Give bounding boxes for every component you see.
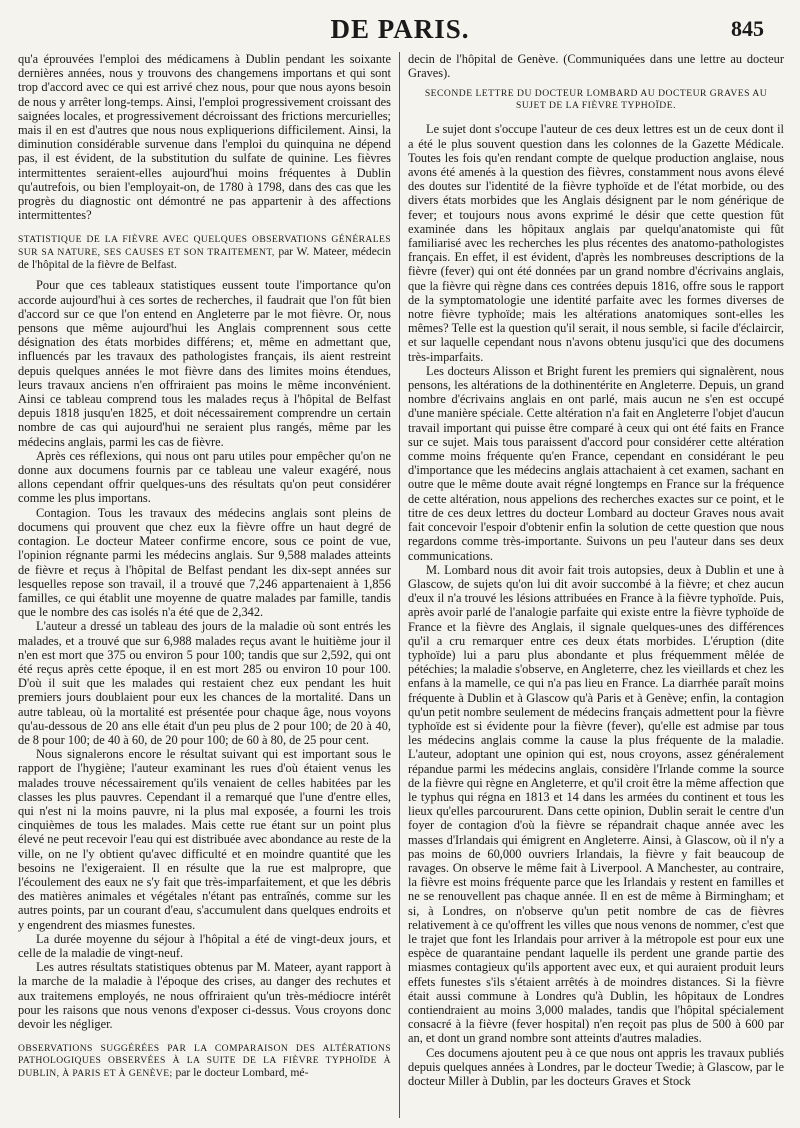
paragraph: La durée moyenne du séjour à l'hôpital a été de vingt-deux jours, et celle de la maladie de vingt-neuf.	[18, 931, 391, 960]
paragraph: Les docteurs Alisson et Bright furent les premiers qui signalèrent, nous pensons, les altérations de la dothinentérite en Angleterre. Depuis, un grand nombre d'écrivains anglais en ont parlé, mais aucun ne s'en est occupé d'une manière spéciale. Cette altération n'a fait en Angleterre l'objet d'aucun travail important qui puisse être comparé à ceux qui ont été faits en France sur ce sujet. Mais tous paraissent d'accord pour considérer cette altération comme moins fréquente qu'en France, cependant en considérant le peu d'importance que les médecins anglais attachaient à cet examen, sachant en outre que le même doute avait régné longtemps en France sur la fréquence de cette altération, nous appelions des recherches exactes sur ce point, et le titre de ces deux lettres du docteur Lombard au docteur Graves nous avait fait concevoir l'espoir d'obtenir enfin la solution de cette question que nous regardons comme très-importante. Suivons un peu l'auteur dans ses deux communications.	[408, 363, 784, 563]
paragraph: qu'a éprouvées l'emploi des médicamens à Dublin pendant les soixante dernières années, nous y trouvons des changemens importans et qui sont trop d'accord avec ce qui est arrivé chez nous, pour que nous ayons besoin de nous y arrêter long-temps. Ainsi, l'emploi progressivement croissant des saignées locales, et progressivement décroissant des frictions mercurielles; mais il en est d'autres que nous nous expliquerions difficilement. Ainsi, la diminution considérable survenue dans l'emploi du quinquina ne dépend pas, il est évident, de la substitution du sulfate de quinine. Les fièvres intermittentes seraient-elles aujourd'hui moins fréquentes à Dublin qu'autrefois, ou bien l'employait-on, de 1780 à 1798, dans des cas que les progrès du diagnostic ont démontré ne pas appartenir à des affections intermittentes?	[18, 52, 391, 223]
section-heading-byline: par le docteur Lombard, mé-	[172, 1066, 309, 1080]
paragraph: Ces documens ajoutent peu à ce que nous ont appris les travaux publiés depuis quelques années à Londres, par le docteur Twedie; à Glascow, par le docteur Miller à Dublin, par les docteurs Graves et Stock	[408, 1045, 784, 1089]
section-heading-byline: par W. Mateer, médecin de l'hôpital de la fièvre de Belfast.	[18, 245, 391, 272]
section-heading-observations	[18, 1043, 391, 1080]
section-heading-statistique	[18, 234, 391, 272]
section-heading-title: STATISTIQUE DE LA FIÈVRE AVEC QUELQUES OBSERVATIONS GÉNÉRALES SUR SA NATURE, SES CAUSES ET SON TRAITEMENT,	[18, 234, 391, 259]
paragraph: Les autres résultats statistiques obtenus par M. Mateer, ayant rapport à la marche de la maladie à l'époque des crises, au danger des rechutes et aux traitemens employés, ne nous offriraient qu'un très-médiocre intérêt pour les raisons que nous venons d'exposer ci-dessus. Vous croyons donc devoir les négliger.	[18, 960, 391, 1031]
left-column	[18, 52, 391, 1122]
page-number: 845	[731, 16, 764, 41]
paragraph: Nous signalerons encore le résultat suivant qui est important sous le rapport de l'hygiène; l'auteur examinant les rues d'où étaient venus les malades trouve nécessairement qu'ils venaient de celles habitées par les classes les plus pauvres. Cependant il a remarqué que l'une d'entre elles, qui n'est ni la moins pauvre, ni la plus mal exposée, a fourni les trois cinquièmes de tous les malades. Mais cette rue étant sur un point plus élevé ne peut recevoir l'eau qui est distribuée avec abondance au reste de la ville, on ne l'y obtient qu'avec difficulté et en moindre quantité que les besoins ne l'exigeraient. Il en résulte que la rue est malpropre, que l'écoulement des eaux ne s'y fait que très-imparfaitement, et que les débris des matières animales et végétales n'étant pas entraînés, comme sur les autres points, par un courant d'eau, s'accumulent dans quelques endroits et y engendrent des miasmes funestes.	[18, 747, 391, 932]
paragraph: L'auteur a dressé un tableau des jours de la maladie où sont entrés les malades, et a trouvé que sur 6,988 malades reçus avant le huitième jour il n'en est mort que 375 ou environ 5 pour 100; tandis que sur 2,592, qui ont été reçus après cette époque, il en est mort 285 ou environ 10 pour 100. D'où il suit que les malades qui restaient chez eux pendant les huit premiers jours doublaient pour eux les chances de la mortalité. Dans un autre tableau, où la mortalité est présentée pour chaque âge, nous voyons qu'au-dessous de 20 ans elle était d'un peu plus de 2 pour 100; de 20 à 40, de 8 pour 100; de 40 à 60, de 20 pour 100; de 60 à 80, de 25 pour cent.	[18, 619, 391, 747]
section-heading-title: OBSERVATIONS SUGGÉRÉES PAR LA COMPARAISON DES ALTÉRATIONS PATHOLOGIQUES OBSERVÉES À LA SUITE DE LA FIÈVRE TYPHOÏDE À DUBLIN, À PARIS ET À GENÈVE;	[18, 1043, 391, 1080]
paragraph: Le sujet dont s'occupe l'auteur de ces deux lettres est un de ceux dont il a été le plus souvent question dans les colonnes de la Gazette Médicale. Toutes les fois qu'en rendant compte de quelque production anglaise, nous avons été amenés à la question des fièvres, constamment nous avons élevé des doutes sur l'identité de la fièvre typhoïde et de l'état morbide, ou des divers états morbides que les Anglais désignent par le nom générique de fever; et toujours nous avons exprimé le désir que cette question fût examinée dans les hôpitaux anglais par quelqu'anatomiste qui fût familiarisé avec les recherches les plus récentes des anatomo-pathologistes français. En effet, il est évident, d'après les nombreuses descriptions de la fièvre (fever) qui ont été données par un grand nombre d'écrivains anglais, que la fièvre qui règne dans ces contrées depuis 1816, offre sous le rapport de la symptomatologie une identité parfaite avec les formes diverses de notre fièvre typhoïde; mais les altérations anatomiques sont-elles les mêmes? Telle est la question qu'il serait, il nous semble, si facile d'éclaircir, et sur laquelle cependant nous n'avons obtenu jusqu'ici que des documens très-imparfaits.	[408, 122, 784, 364]
column-divider	[399, 52, 400, 1118]
running-title: DE PARIS.	[330, 14, 470, 44]
paragraph: decin de l'hôpital de Genève. (Communiquées dans une lettre au docteur Graves).	[408, 52, 784, 81]
right-column	[408, 52, 784, 1122]
paragraph: M. Lombard nous dit avoir fait trois autopsies, deux à Dublin et une à Glascow, de sujets qu'on lui dit avoir succombé à la fièvre; et chez aucun d'eux il n'a trouvé les lésions attribuées en France à la fièvre typhoïde. Puis, après avoir parlé de l'analogie parfaite qui existe entre la fièvre typhoïde de France et la fièvre des Anglais, il signale quelques-unes des différences qu'il a cru remarquer entre ces deux états morbides. L'éruption (dite typhoïde) lui a paru plus abondante et plus fréquemment mêlée de pétéchies; la maladie s'observe, en Angleterre, chez les vieillards et chez les enfans à la mamelle, ce qui n'a pas lieu en France. La diarrhée paraît moins fréquente à Dublin et à Glascow qu'à Paris et à Genève; enfin, la contagion qu'un petit nombre seulement de médecins français admettent pour la fièvre typhoïde est si évidente pour la fièvre (fever), qu'elle est admise par tous les médecins anglais comme la cause la plus fréquente de la maladie. L'auteur, adoptant une opinion qui est, nous croyons, assez généralement répandue parmi les médecins anglais, considère l'Irlande comme la source de la fièvre qui règne en Angleterre, et qu'il croit être la même affection que le typhus qui régna en 1813 et 14 dans les armées du continent et tous les lieux qu'elles parcoururent. Dans cette opinion, Dublin serait le centre d'un foyer de contagion d'où la fièvre se répandrait chaque année avec les masses d'Irlandais qui émigrent en Angleterre. Ainsi, à Glascow, où il n'y a pas moins de 60,000 ouvriers Irlandais, la fièvre y fait beaucoup de ravages. On observe le même fait à Liverpool. A Manchester, au contraire, la fièvre est moins fréquente parce que les Irlandais y restent en familles et ne se renouvellent pas chaque année. Il en est de même à Birmingham; et si, à Londres, on n'observe qu'un petit nombre de cas de fièvres relativement à ce qu'offrent les villes que nous venons de nommer, c'est que le trajet que font les Irlandais pour arriver à la métropole est pour eux une espèce de quarantaine pendant laquelle ils perdent une grande partie des miasmes contagieux qu'ils apportent avec eux, et qui auraient produit leurs effets funestes s'ils s'étaient arrêtés à de moindres distances. Si la fièvre était aussi commune à Londres qu'à Dublin, les hôpitaux de Londres contiendraient au moins 3,000 malades, tandis que l'hôpital spécialement consacré à la fièvre (fever hospital) n'en reçoit pas plus de 500 à 600 par an, et dont un grand nombre sont atteints d'autres maladies.	[408, 562, 784, 1046]
paragraph: Après ces réflexions, qui nous ont paru utiles pour empêcher qu'on ne donne aux documens fournis par ce tableau une valeur exagéré, nous allons cependant offrir quelques-uns des résultats qu'on peut considérer comme les plus importans.	[18, 448, 391, 506]
page-header	[0, 10, 800, 50]
paragraph: Pour que ces tableaux statistiques eussent toute l'importance qu'on accorde aujourd'hui à ces sortes de recherches, il faudrait que l'on fût bien d'accord sur ce que l'on entend en Angleterre par le mot fièvre. Or, nous pensons que même aujourd'hui les Anglais comprennent sous cette désignation des états morbides différens; et, même en admettant que, influencés par les travaux des pathologistes français, ils aient restreint depuis quelques années le mot fièvre dans des limites moins étendues, leurs travaux anciens n'en offriraient pas moins le même inconvénient. Ainsi ce tableau comprend tous les malades reçus à l'hôpital de Belfast depuis 1818 jusqu'en 1825, et doit nécessairement comprendre un certain nombre de cas qui aujourd'hui ne seraient plus rangés, même par les médecins anglais, parmi les cas de fièvre.	[18, 278, 391, 449]
letter-heading: SECONDE LETTRE DU DOCTEUR LOMBARD AU DOCTEUR GRAVES AU SUJET DE LA FIÈVRE TYPHOÏDE.	[424, 88, 768, 112]
paragraph: Contagion. Tous les travaux des médecins anglais sont pleins de documens qui prouvent que chez eux la fièvre offre un haut degré de contagion. Le docteur Mateer confirme encore, sous ce point de vue, l'opinion régnante parmi les médecins anglais. Sur 9,588 malades atteints de fièvre et reçus à l'hôpital de Belfast pendant les dix-sept années sur lesquelles repose son travail, il a trouvé que 7,246 appartenaient à 1,856 familles, ce qui établit une moyenne de quatre malades par famille, tandis que le nombre des cas isolés n'a été que de 2,342.	[18, 505, 391, 620]
